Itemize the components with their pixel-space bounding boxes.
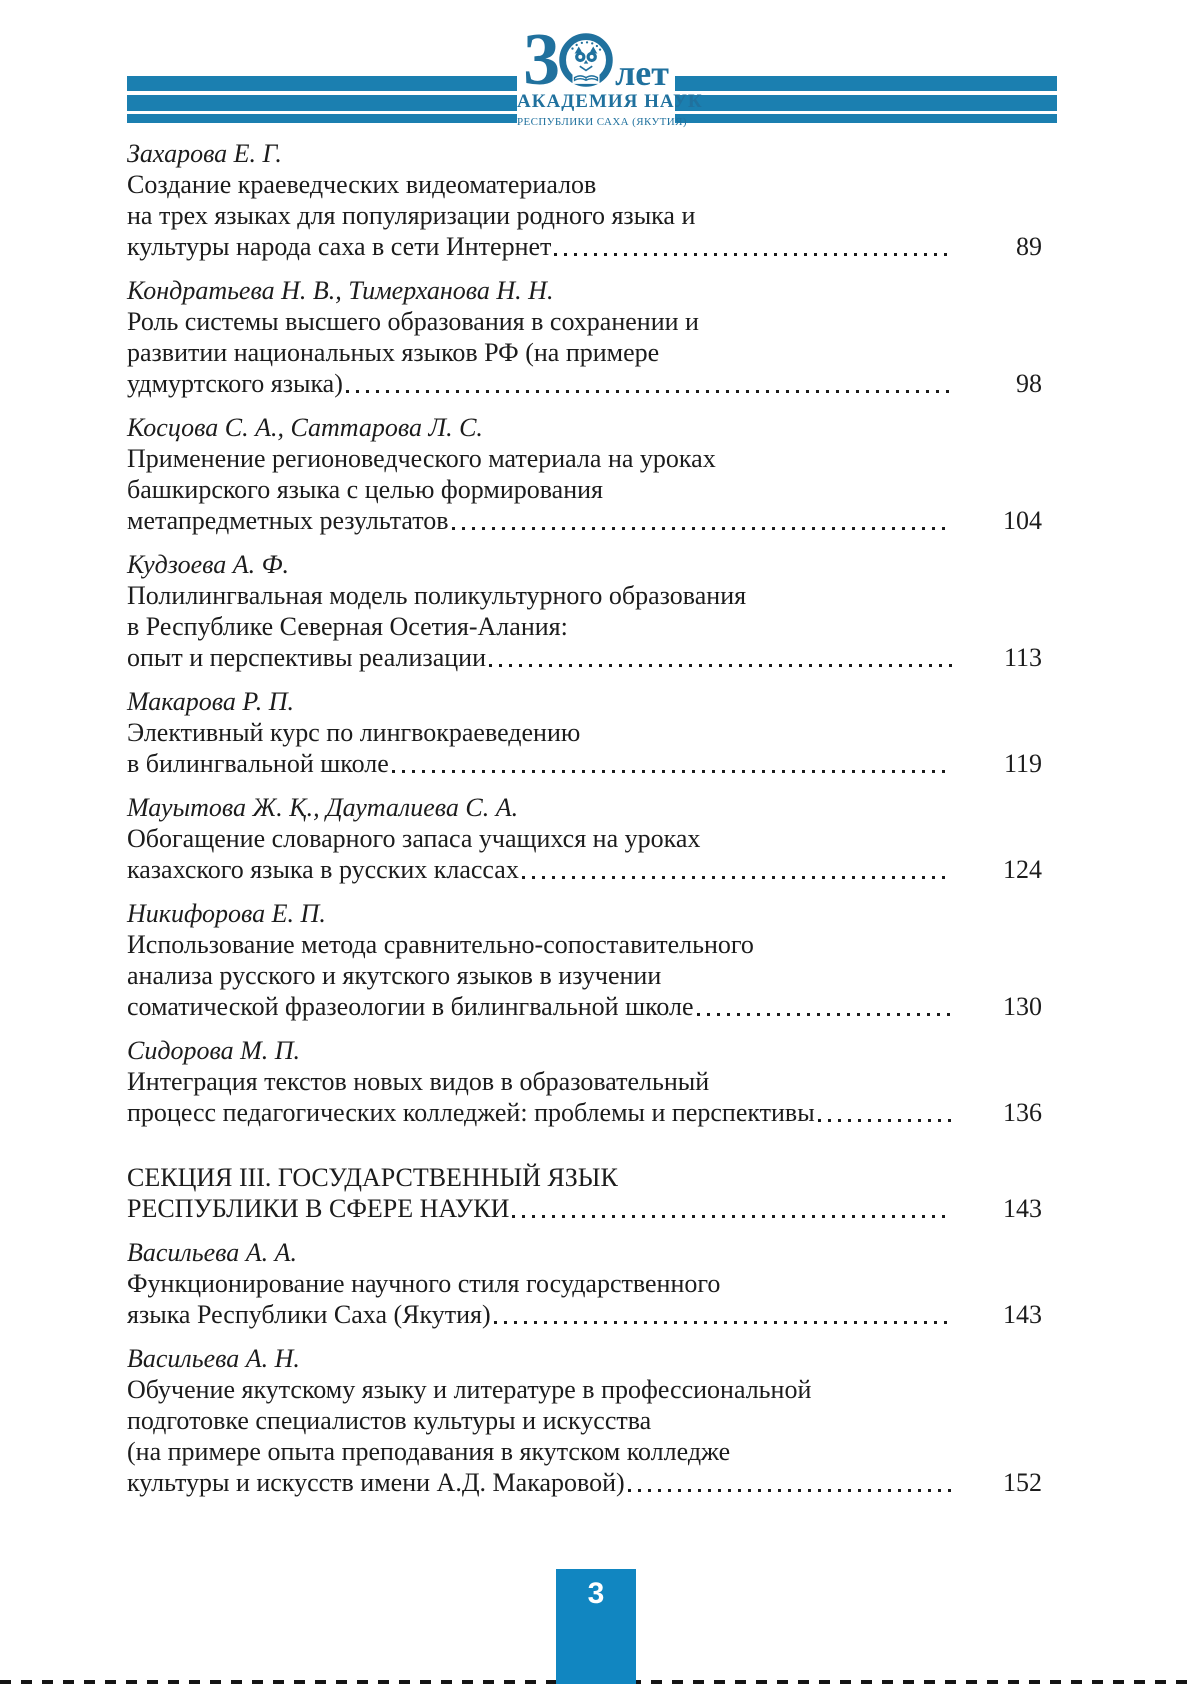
- leader-row: [127, 748, 1042, 779]
- owl-seal-icon: [559, 33, 613, 87]
- footer-page-number: 3: [587, 1577, 605, 1610]
- toc-entry: [127, 138, 1042, 262]
- entry-title-line: культуры и искусств имени А.Д. Макаровой): [127, 1468, 625, 1497]
- page-number: 136: [1003, 1098, 1042, 1127]
- logo-suffix: лет: [615, 52, 669, 93]
- page-number: 119: [1003, 749, 1042, 778]
- page-number: 124: [1003, 855, 1042, 884]
- entry-title-line: на трех языках для популяризации родного языка и: [127, 201, 696, 230]
- entry-authors: Кудзоева А. Ф.: [127, 550, 290, 579]
- entry-authors: Мауытова Ж. Қ., Дауталиева С. А.: [127, 793, 519, 822]
- toc-entry: [127, 686, 1042, 779]
- entry-authors: Кондратьева Н. В., Тимерханова Н. Н.: [127, 276, 554, 305]
- page-number: 152: [1003, 1468, 1042, 1497]
- leader-row: [127, 991, 1042, 1022]
- page-number: 98: [1016, 369, 1042, 398]
- leader-dots: [628, 1489, 952, 1492]
- entry-title-line: языка Республики Саха (Якутия): [127, 1300, 491, 1329]
- entry-title-line: подготовке специалистов культуры и искусства: [127, 1406, 652, 1435]
- toc-entry: [127, 898, 1042, 1022]
- leader-dots: [346, 390, 952, 393]
- entry-title-line: Интеграция текстов новых видов в образовательный: [127, 1067, 710, 1096]
- entry-title-line: башкирского языка с целью формирования: [127, 475, 604, 504]
- entry-title-line: (на примере опыта преподавания в якутском колледже: [127, 1437, 731, 1466]
- entry-title-line: Полилингвальная модель поликультурного образования: [127, 581, 747, 610]
- entry-title-line: развитии национальных языков РФ (на примере: [127, 338, 660, 367]
- entry-title-line: в Республике Северная Осетия-Алания:: [127, 612, 568, 641]
- anniversary-logo: [517, 14, 703, 128]
- entry-title-line: процесс педагогических колледжей: проблемы и перспективы: [127, 1098, 815, 1127]
- leader-dots: [522, 876, 952, 879]
- entry-authors: Никифорова Е. П.: [127, 899, 326, 928]
- toc-entry: [127, 1035, 1042, 1128]
- leader-dots: [818, 1119, 952, 1122]
- logo-academy-line: АКАДЕМИЯ НАУК: [517, 91, 703, 112]
- entry-title-line: Элективный курс по лингвокраеведению: [127, 718, 581, 747]
- logo-republic-line: РЕСПУБЛИКИ САХА (ЯКУТИЯ): [517, 116, 687, 128]
- page-number: 130: [1003, 992, 1042, 1021]
- leader-dots: [494, 1321, 952, 1324]
- leader-dots: [512, 1215, 952, 1218]
- section-line: РЕСПУБЛИКИ В СФЕРЕ НАУКИ: [127, 1194, 510, 1223]
- entry-title-line: культуры народа саха в сети Интернет: [127, 232, 552, 261]
- leader-row: [127, 642, 1042, 673]
- toc-entry: [127, 275, 1042, 399]
- entry-title-line: Использование метода сравнительно-сопоставительного: [127, 930, 754, 959]
- entry-authors: Макарова Р. П.: [127, 687, 294, 716]
- entry-title-line: Создание краеведческих видеоматериалов: [127, 170, 597, 199]
- entry-title-line: в билингвальной школе: [127, 749, 389, 778]
- toc-entry: [127, 792, 1042, 885]
- leader-dots: [452, 527, 952, 530]
- entry-title-line: соматической фразеологии в билингвальной школе: [127, 992, 694, 1021]
- leader-row: [127, 505, 1042, 536]
- page-number: 104: [1003, 506, 1042, 535]
- page-number: 143: [1003, 1194, 1042, 1223]
- entry-title-line: опыт и перспективы реализации: [127, 643, 486, 672]
- toc-entry: [127, 549, 1042, 673]
- entry-title-line: Применение регионоведческого материала на уроках: [127, 444, 716, 473]
- page-number: 89: [1016, 232, 1042, 261]
- toc-section-heading: [127, 1162, 1042, 1224]
- toc-entry: [127, 1237, 1042, 1330]
- leader-row: [127, 854, 1042, 885]
- page-number: 113: [1003, 643, 1042, 672]
- entry-title-line: Обучение якутскому языку и литературе в профессиональной: [127, 1375, 812, 1404]
- entry-authors: Сидорова М. П.: [127, 1036, 301, 1065]
- leader-dots: [392, 770, 952, 773]
- leader-dots: [554, 253, 952, 256]
- entry-title-line: Обогащение словарного запаса учащихся на уроках: [127, 824, 701, 853]
- entry-title-line: удмуртского языка): [127, 369, 343, 398]
- leader-row: [127, 1299, 1042, 1330]
- entry-authors: Захарова Е. Г.: [127, 139, 282, 168]
- toc-list: [127, 138, 1042, 1498]
- logo-30-let: [517, 14, 675, 101]
- entry-title-line: анализа русского и якутского языков в изучении: [127, 961, 662, 990]
- logo-number: 3: [523, 18, 559, 101]
- entry-title-line: Функционирование научного стиля государственного: [127, 1269, 721, 1298]
- entry-authors: Васильева А. Н.: [127, 1344, 300, 1373]
- leader-row: [127, 231, 1042, 262]
- toc-entry: [127, 1343, 1042, 1498]
- page-number: 143: [1003, 1300, 1042, 1329]
- leader-row: [127, 1467, 1042, 1498]
- entry-authors: Васильева А. А.: [127, 1238, 298, 1267]
- entry-title-line: Роль системы высшего образования в сохранении и: [127, 307, 699, 336]
- leader-row: [127, 368, 1042, 399]
- toc-entry: [127, 412, 1042, 536]
- entry-authors: Косцова С. А., Саттарова Л. С.: [127, 413, 483, 442]
- footer-page-badge: [556, 1569, 636, 1684]
- leader-row: [127, 1193, 1042, 1224]
- section-line: СЕКЦИЯ III. ГОСУДАРСТВЕННЫЙ ЯЗЫК: [127, 1163, 618, 1192]
- entry-title-line: казахского языка в русских классах: [127, 855, 519, 884]
- leader-row: [127, 1097, 1042, 1128]
- entry-title-line: метапредметных результатов: [127, 506, 449, 535]
- leader-dots: [697, 1013, 952, 1016]
- leader-dots: [489, 664, 952, 667]
